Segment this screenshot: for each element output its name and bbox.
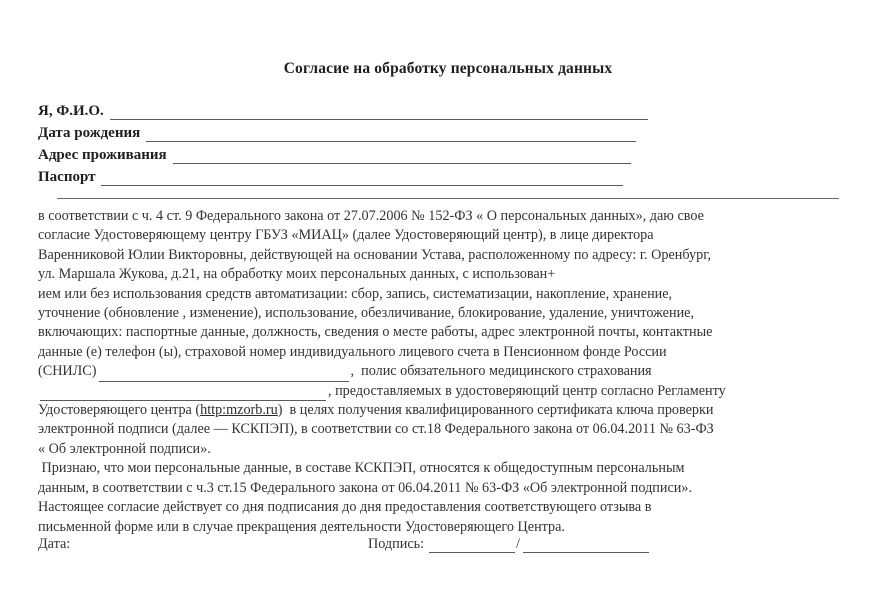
- body-line: данные (е) телефон (ы), страховой номер индивидуального лицевого счета в Пенсионном фонде России: [38, 343, 667, 360]
- field-input-signature[interactable]: [429, 539, 515, 553]
- certification-center-link[interactable]: http:mzorb.ru: [200, 402, 278, 419]
- body-paragraph-3: [38, 498, 838, 537]
- body-line: в соответствии с ч. 4 ст. 9 Федерального закона от 27.07.2006 № 152-ФЗ « О персональных данных», даю свое: [38, 208, 704, 224]
- body-divider: [57, 198, 839, 199]
- body-line: « Об электронной подписи».: [38, 440, 211, 457]
- body-paragraph-2: [38, 459, 838, 498]
- body-line: электронной подписи (далее — КСКПЭП), в соответствии со ст.18 Федерального закона от 06.04.2011 № 63-ФЗ: [38, 421, 714, 438]
- body-line: включающих: паспортные данные, должность, сведения о месте работы, адрес электронной почты, контактные: [38, 324, 713, 341]
- body-line-link: [38, 401, 838, 420]
- field-row-fio: [38, 100, 858, 120]
- signature-separator: /: [516, 536, 520, 552]
- body-line-policy: [38, 382, 838, 401]
- body-text: [38, 207, 838, 537]
- field-label-birth-date: Дата рождения: [38, 125, 141, 141]
- body-line: согласие Удостоверяющему центру ГБУЗ «МИАЦ» (далее Удостоверяющий центр), в лице директора: [38, 227, 654, 244]
- page-title: Согласие на обработку персональных данных: [283, 60, 613, 77]
- field-row-address: [38, 144, 858, 164]
- field-input-address[interactable]: [173, 149, 631, 164]
- field-input-passport[interactable]: [101, 171, 623, 186]
- signature-block: [368, 536, 649, 553]
- signature-label: Подпись:: [368, 536, 425, 552]
- signature-footer: [38, 536, 858, 553]
- field-label-passport: Паспорт: [38, 169, 96, 185]
- link-line-suffix: ) в целях получения квалифицированного сертификата ключа проверки: [277, 402, 714, 419]
- field-input-policy-number[interactable]: [40, 388, 326, 401]
- body-line: ул. Маршала Жукова, д.21, на обработку моих персональных данных, с использован+: [38, 266, 556, 283]
- field-input-snils[interactable]: [99, 369, 349, 382]
- policy-suffix: , предоставляемых в удостоверяющий центр согласно Регламенту: [328, 382, 726, 399]
- field-input-signature-name[interactable]: [523, 539, 649, 553]
- body-line: Признаю, что мои персональные данные, в составе КСКПЭП, относятся к общедоступным персональным: [38, 460, 685, 477]
- body-line: уточнение (обновление , изменение), использование, обезличивание, блокирование, удаление, уничтожение,: [38, 305, 695, 322]
- body-line: Варенниковой Юлии Викторовны, действующей на основании Устава, расположенному по адресу: г. Оренбург,: [38, 246, 712, 263]
- body-line: Настоящее согласие действует со дня подписания до дня предоставления соответствующего отзыва в: [38, 499, 652, 516]
- field-label-address: Адрес проживания: [38, 147, 167, 163]
- form-fields: [38, 100, 858, 186]
- body-paragraph-1: [38, 207, 838, 362]
- link-line-prefix: Удостоверяющего центра (: [38, 402, 201, 419]
- snils-label: (СНИЛС): [38, 363, 97, 380]
- body-line: ием или без использования средств автоматизации: сбор, запись, систематизации, накопление, хранение,: [38, 285, 673, 302]
- field-input-birth-date[interactable]: [146, 127, 636, 142]
- field-label-fio: Я, Ф.И.О.: [38, 103, 104, 119]
- field-row-passport: [38, 166, 858, 186]
- snils-suffix: , полис обязательного медицинского страхования: [350, 363, 652, 380]
- field-input-fio[interactable]: [110, 105, 648, 120]
- body-line: данным, в соответствии с ч.3 ст.15 Федерального закона от 06.04.2011 № 63-ФЗ «Об электронной подписи».: [38, 479, 693, 496]
- date-label: Дата:: [38, 536, 71, 552]
- body-paragraph-1-cont: [38, 420, 838, 459]
- date-block: [38, 536, 368, 553]
- body-line: письменной форме или в случае прекращения деятельности Удостоверяющего Центра.: [38, 518, 565, 535]
- field-row-birth-date: [38, 122, 858, 142]
- body-line-snils: [38, 362, 838, 381]
